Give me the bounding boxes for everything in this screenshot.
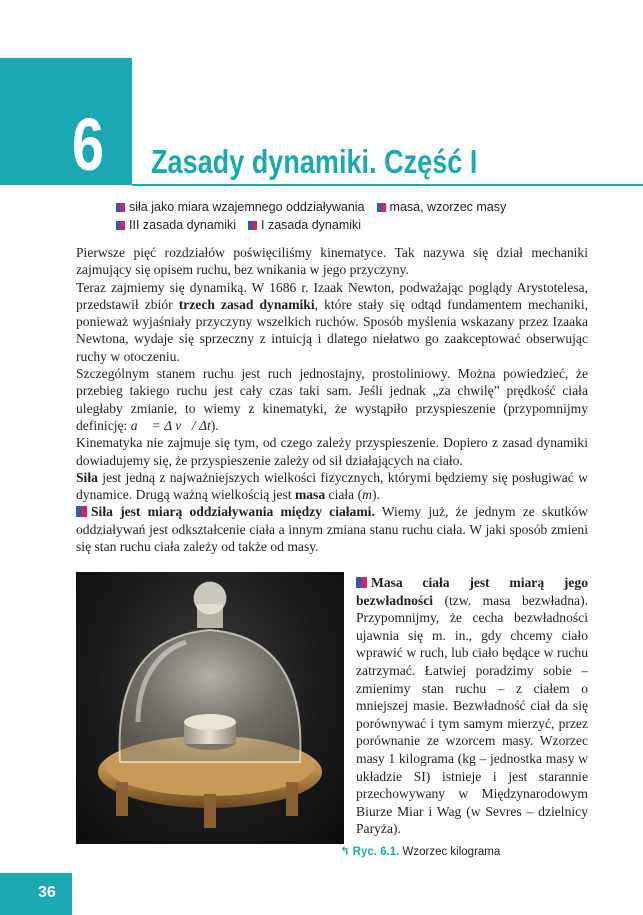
paragraph: Kinematyka nie zajmuje się tym, od czego zależy przyspieszenie. Dopiero z zasad dynamiki dowiadujemy się, że przyspieszenie zależy od sił działających na ciało. xyxy=(76,435,588,468)
bullet-square-icon xyxy=(248,221,257,230)
figure-caption: ↰ Ryc. 6.1. Wzorzec kilograma xyxy=(340,846,501,858)
keyword: siła jako miara wzajemnego oddziaływania xyxy=(116,198,365,216)
paragraph: Teraz zajmiemy się dynamiką. W 1686 r. Izaak Newton, podważając poglądy Arystotelesa, przedstawił zbiór trzech zasad dynamiki, które stały się odtąd fundamentem mechaniki, ponieważ wyjaśniały przyczyny wszelkich ruchów. Sposób myślenia wskazany przez Izaaka Newtona, wydaje się sprzeczny z intuicją i dlatego niełatwo go zaakceptować obserwując ruchy w otoczeniu. xyxy=(76,279,588,364)
arrow-return-icon: ↰ xyxy=(340,846,350,858)
body-text xyxy=(76,244,588,555)
keywords-list xyxy=(116,198,536,234)
chapter-title: Zasady dynamiki. Część I xyxy=(151,143,478,180)
keyword: masa, wzorzec masy xyxy=(377,198,507,216)
paragraph: Siła jest jedną z najważniejszych wielkości fizycznych, którymi będziemy się posługiwać w dynamice. Drugą ważną wielkością jest masa ciała (m). xyxy=(76,469,588,503)
highlight-square-icon xyxy=(356,577,367,588)
paragraph: Siła jest miarą oddziaływania między ciałami. Wiemy już, że jednym ze skutków oddziaływań jest odkształcenie ciała a innym zmiana stanu ruchu ciała. W jaki sposób zmieni się stan ruchu ciała zależy od także od masy. xyxy=(76,504,588,555)
title-rule xyxy=(132,184,643,186)
chapter-number: 6 xyxy=(72,103,105,186)
page-number: 36 xyxy=(38,884,56,901)
keyword: I zasada dynamiki xyxy=(248,216,361,234)
paragraph: Szczególnym stanem ruchu jest ruch jednostajny, prostoliniowy. Można powiedzieć, że przebieg takiego ruchu jest cały czas taki sam. Jeśli jednak „za chwilę” prędkość ciała uległaby zmianie, to wiemy z kinematyki, że wystąpiło przyspieszenie (przypomnijmy definicję: a⃗ = Δ v⃗/ Δt). xyxy=(76,366,588,433)
highlight-square-icon xyxy=(76,506,87,517)
acceleration-formula: a⃗ = Δ v⃗/ Δt xyxy=(130,417,211,433)
paragraph: Pierwsze pięć rozdziałów poświęciliśmy kinematyce. Tak nazywa się dział mechaniki zajmujący się opisem ruchu, bez wnikania w jego przyczyny. xyxy=(76,245,588,278)
chapter-header-block xyxy=(0,58,132,185)
kilogram-prototype-photo xyxy=(76,572,344,844)
bullet-square-icon xyxy=(116,221,125,230)
side-text xyxy=(356,574,588,838)
keyword: III zasada dynamiki xyxy=(116,216,236,234)
bullet-square-icon xyxy=(116,203,125,212)
paragraph: Masa ciała jest miarą jego bezwładności (tzw. masa bezwładna). Przypomnijmy, że cecha bezwładności ujawnia się m. in., gdy chcemy ciało wprawić w ruch, lub ciało będące w ruchu zatrzymać. Łatwiej poradzimy sobie – zmienimy stan ruchu – z ciałem o mniejszej masie. Bezwładność ciał da się porównywać i tym samym mierzyć, przez porównanie ze wzorcem masy. Wzorzec masy 1 kilograma (kg – jednostka masy w układzie SI) istnieje i jest starannie przechowywany w Międzynarodowym Biurze Miar i Wag (w Sevres – dzielnicy Paryża). xyxy=(356,575,588,837)
page-number-box xyxy=(0,873,72,915)
kilogram-bell-jar-image xyxy=(76,572,344,844)
bullet-square-icon xyxy=(377,203,386,212)
